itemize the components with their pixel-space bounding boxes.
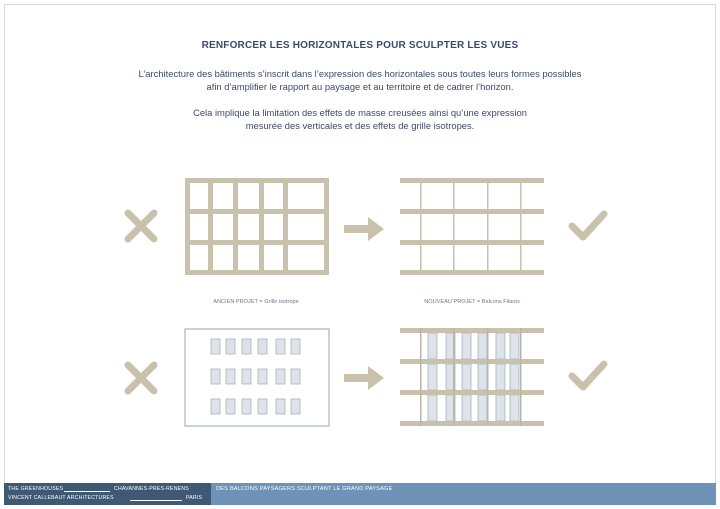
glazed-balconies-diagram bbox=[398, 328, 546, 428]
implication-paragraph bbox=[0, 106, 720, 132]
caption-old-project: ANCIEN PROJET = Grille isotrope bbox=[213, 299, 299, 305]
intro-line-1: L’architecture des bâtiments s’inscrit dans l’expression des horizontales sous toutes leurs formes possibles bbox=[138, 68, 582, 79]
footer-location: CHAVANNES-PRES-RENENS bbox=[114, 486, 189, 492]
check-icon bbox=[566, 206, 610, 246]
footer-firm: VINCENT CALLEBAUT ARCHITECTURES bbox=[8, 495, 114, 501]
footer-city: PARIS bbox=[186, 495, 203, 501]
footer-divider bbox=[64, 491, 110, 492]
implication-line-2: mesurée des verticales et des effets de grille isotropes. bbox=[245, 120, 475, 131]
implication-line-1: Cela implique la limitation des effets de masse creusées ainsi qu’une expression bbox=[193, 107, 527, 118]
footer-project-block bbox=[4, 483, 211, 505]
check-icon bbox=[566, 356, 610, 396]
isotropic-grid-diagram bbox=[183, 178, 331, 276]
caption-new-project: NOUVEAU PROJET = Balcons Filants bbox=[424, 299, 520, 305]
intro-paragraph bbox=[0, 67, 720, 93]
horizontal-balconies-diagram bbox=[398, 178, 546, 276]
footer-bar bbox=[4, 483, 716, 505]
footer-project-name: THE GREENHOUSES bbox=[8, 486, 64, 492]
massive-facade-diagram bbox=[184, 328, 330, 428]
cross-icon bbox=[120, 357, 162, 399]
arrow-right-icon bbox=[342, 216, 386, 242]
footer-subtitle: DES BALCONS PAYSAGERS SCULPTANT LE GRAND PAYSAGE bbox=[216, 486, 393, 492]
arrow-right-icon bbox=[342, 365, 386, 391]
footer-divider bbox=[130, 500, 182, 501]
cross-icon bbox=[120, 205, 162, 247]
intro-line-2: afin d’amplifier le rapport au paysage et au territoire et de cadrer l’horizon. bbox=[206, 81, 514, 92]
page-title: RENFORCER LES HORIZONTALES POUR SCULPTER LES VUES bbox=[201, 40, 519, 51]
